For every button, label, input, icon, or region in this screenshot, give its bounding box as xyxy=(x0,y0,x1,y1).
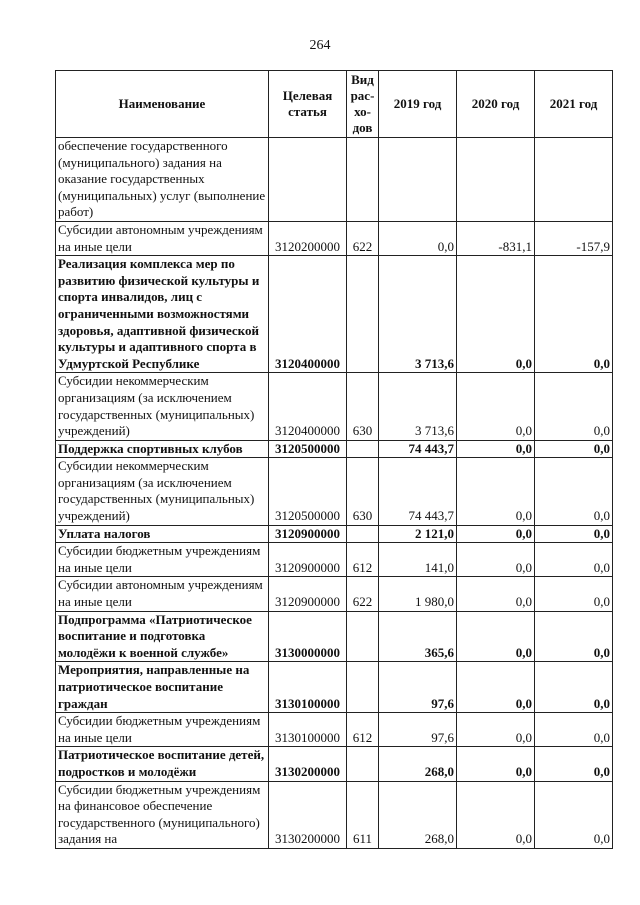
row-2019: 268,0 xyxy=(379,781,457,848)
row-code: 3120400000 xyxy=(269,373,347,440)
row-type: 611 xyxy=(347,781,379,848)
table-row xyxy=(56,458,613,525)
row-2020: 0,0 xyxy=(457,662,535,713)
row-2019: 3 713,6 xyxy=(379,256,457,373)
table-row xyxy=(56,713,613,747)
row-2020: 0,0 xyxy=(457,458,535,525)
row-name: обеспечение государственного (муниципального) задания на оказание государственных (муниципальных) услуг (выполнение работ) xyxy=(56,138,269,222)
row-2019: 74 443,7 xyxy=(379,440,457,458)
row-code: 3130200000 xyxy=(269,747,347,781)
row-code: 3130000000 xyxy=(269,611,347,662)
row-2019: 0,0 xyxy=(379,221,457,255)
row-type xyxy=(347,525,379,543)
row-type: 630 xyxy=(347,458,379,525)
row-2020: 0,0 xyxy=(457,713,535,747)
row-code: 3120900000 xyxy=(269,525,347,543)
row-name: Субсидии бюджетным учреждениям на иные цели xyxy=(56,543,269,577)
row-type: 622 xyxy=(347,577,379,611)
row-2021: 0,0 xyxy=(535,256,613,373)
row-name: Субсидии бюджетным учреждениям на финансовое обеспечение государственного (муниципального) задания на xyxy=(56,781,269,848)
row-2021: -157,9 xyxy=(535,221,613,255)
row-2020: 0,0 xyxy=(457,747,535,781)
row-type xyxy=(347,662,379,713)
row-2021: 0,0 xyxy=(535,577,613,611)
row-name: Субсидии бюджетным учреждениям на иные цели xyxy=(56,713,269,747)
row-name: Уплата налогов xyxy=(56,525,269,543)
row-code: 3120400000 xyxy=(269,256,347,373)
row-2021: 0,0 xyxy=(535,543,613,577)
page-number: 264 xyxy=(309,38,331,53)
row-2020: 0,0 xyxy=(457,611,535,662)
row-2020: 0,0 xyxy=(457,256,535,373)
budget-table xyxy=(55,70,613,849)
row-code: 3120500000 xyxy=(269,458,347,525)
header-name: Наименование xyxy=(56,71,269,138)
row-name: Патриотическое воспитание детей, подростков и молодёжи xyxy=(56,747,269,781)
table-row xyxy=(56,543,613,577)
table-row xyxy=(56,577,613,611)
table-row xyxy=(56,440,613,458)
row-2021: 0,0 xyxy=(535,458,613,525)
header-type: Вид рас-хо-дов xyxy=(347,71,379,138)
row-2019: 268,0 xyxy=(379,747,457,781)
row-code: 3120500000 xyxy=(269,440,347,458)
table-row xyxy=(56,611,613,662)
row-name: Поддержка спортивных клубов xyxy=(56,440,269,458)
row-code: 3120900000 xyxy=(269,543,347,577)
row-code: 3120200000 xyxy=(269,221,347,255)
row-2019: 97,6 xyxy=(379,662,457,713)
row-2019: 1 980,0 xyxy=(379,577,457,611)
table-row xyxy=(56,747,613,781)
row-code xyxy=(269,138,347,222)
row-type: 622 xyxy=(347,221,379,255)
row-name: Субсидии автономным учреждениям на иные цели xyxy=(56,221,269,255)
header-2020: 2020 год xyxy=(457,71,535,138)
row-type: 612 xyxy=(347,713,379,747)
header-2019: 2019 год xyxy=(379,71,457,138)
row-name: Субсидии некоммерческим организациям (за исключением государственных (муниципальных) учреждений) xyxy=(56,373,269,440)
row-2021: 0,0 xyxy=(535,747,613,781)
row-type xyxy=(347,256,379,373)
row-name: Субсидии некоммерческим организациям (за исключением государственных (муниципальных) учреждений) xyxy=(56,458,269,525)
row-2021: 0,0 xyxy=(535,440,613,458)
row-2020: 0,0 xyxy=(457,525,535,543)
table-row xyxy=(56,525,613,543)
row-2021: 0,0 xyxy=(535,525,613,543)
row-2020: 0,0 xyxy=(457,373,535,440)
row-type xyxy=(347,747,379,781)
row-2019: 141,0 xyxy=(379,543,457,577)
row-type: 612 xyxy=(347,543,379,577)
table-row xyxy=(56,662,613,713)
row-2019 xyxy=(379,138,457,222)
header-code: Целевая статья xyxy=(269,71,347,138)
row-name: Подпрограмма «Патриотическое воспитание и подготовка молодёжи к военной службе» xyxy=(56,611,269,662)
row-code: 3120900000 xyxy=(269,577,347,611)
row-2021: 0,0 xyxy=(535,781,613,848)
row-2020: 0,0 xyxy=(457,543,535,577)
row-2019: 97,6 xyxy=(379,713,457,747)
row-type: 630 xyxy=(347,373,379,440)
table-row xyxy=(56,781,613,848)
table-header-row xyxy=(56,71,613,138)
row-2019: 74 443,7 xyxy=(379,458,457,525)
table-row xyxy=(56,221,613,255)
header-2021: 2021 год xyxy=(535,71,613,138)
row-2019: 3 713,6 xyxy=(379,373,457,440)
row-2020: -831,1 xyxy=(457,221,535,255)
row-2019: 365,6 xyxy=(379,611,457,662)
row-name: Мероприятия, направленные на патриотическое воспитание граждан xyxy=(56,662,269,713)
row-2021: 0,0 xyxy=(535,713,613,747)
row-code: 3130100000 xyxy=(269,662,347,713)
row-2020: 0,0 xyxy=(457,440,535,458)
row-2021: 0,0 xyxy=(535,662,613,713)
row-2021: 0,0 xyxy=(535,373,613,440)
row-name: Реализация комплекса мер по развитию физической культуры и спорта инвалидов, лиц с ограниченными возможностями здоровья, адаптивной физической культуры и адаптивного спорта в Удмуртской Республике xyxy=(56,256,269,373)
row-2020: 0,0 xyxy=(457,577,535,611)
row-code: 3130200000 xyxy=(269,781,347,848)
row-type xyxy=(347,440,379,458)
row-2021 xyxy=(535,138,613,222)
row-2020 xyxy=(457,138,535,222)
row-2019: 2 121,0 xyxy=(379,525,457,543)
table-row xyxy=(56,256,613,373)
row-2021: 0,0 xyxy=(535,611,613,662)
table-row xyxy=(56,373,613,440)
row-code: 3130100000 xyxy=(269,713,347,747)
row-type xyxy=(347,611,379,662)
row-type xyxy=(347,138,379,222)
row-2020: 0,0 xyxy=(457,781,535,848)
row-name: Субсидии автономным учреждениям на иные цели xyxy=(56,577,269,611)
table-row xyxy=(56,138,613,222)
